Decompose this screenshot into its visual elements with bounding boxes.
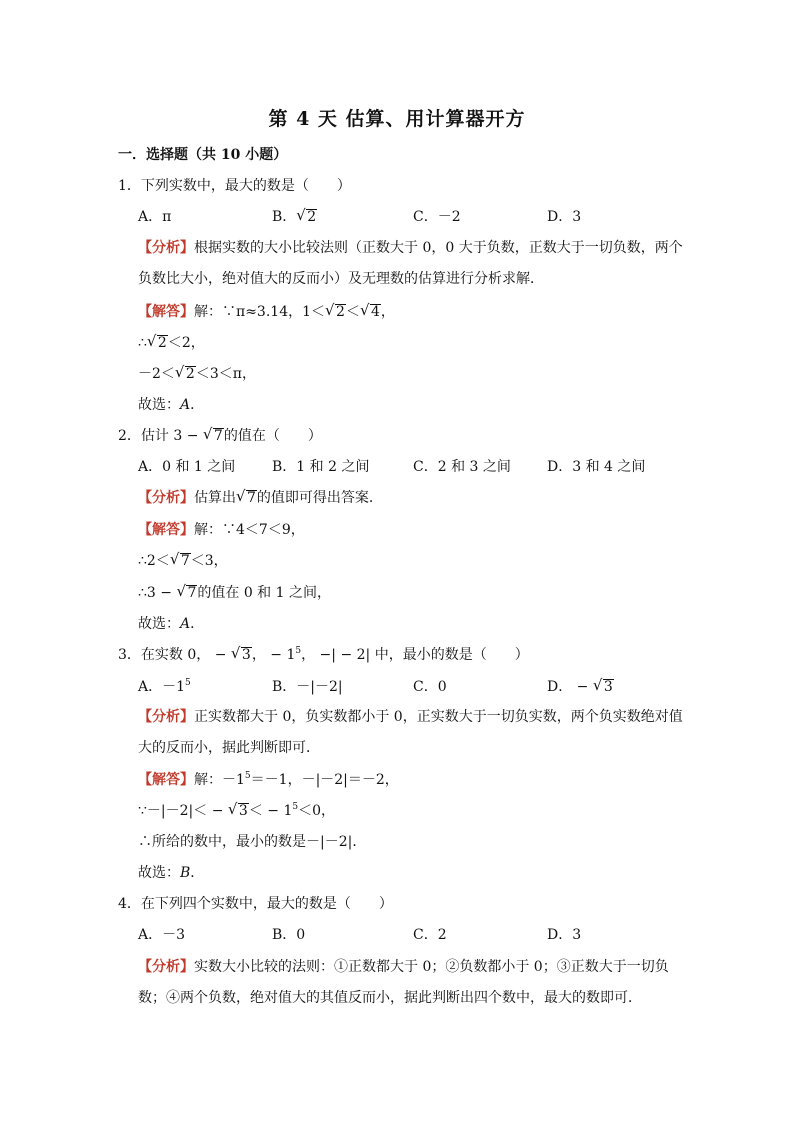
sqrt-sign: √ 2 (297, 208, 317, 226)
option-d: D． − √ 3 (547, 678, 614, 696)
answer-choice: 故选：B． (138, 865, 205, 881)
analysis-line: 【分析】根据实数的大小比较法则（正数大于 0，0 大于负数，正数大于一切负数，两个 (138, 240, 683, 256)
analysis-tag: 【分析】 (138, 240, 194, 256)
sqrt-sign: √ 7 (177, 584, 197, 602)
answer-line: 【解答】解：∵π≈3.14，1＜√ 2＜√ 4， (138, 303, 395, 321)
sqrt-sign: √ 3 (232, 646, 252, 664)
option-b: B．0 (272, 927, 306, 943)
page-title: 第 4 天 估算、用计算器开方 (268, 108, 526, 130)
answer-line: －2＜√ 2＜3＜π， (138, 365, 256, 383)
analysis-line: 【分析】估算出√ 7的值即可得出答案． (138, 489, 383, 507)
analysis-line: 负数比大小，绝对值大的反而小）及无理数的估算进行分析求解． (138, 271, 544, 287)
section-heading: 一．选择题（共 10 小题） (118, 147, 288, 163)
analysis-line: 【分析】实数大小比较的法则：①正数都大于 0；②负数都小于 0；③正数大于一切负 (138, 959, 669, 975)
option-a: A．0 和 1 之间 (138, 459, 236, 475)
answer-choice: 故选：A． (138, 397, 205, 413)
question-stem: 3．在实数 0， − √ 3， − $1^5$， −| − 2| 中，最小的数是（ ） (118, 646, 529, 664)
option-c: C．－2 (413, 209, 461, 225)
sqrt-sign: √ 7 (171, 552, 191, 570)
answer-line: ∵－|－2|＜ − √ $3< - 1^5<0$， (138, 802, 335, 820)
option-b: B．－|－2| (272, 679, 343, 695)
analysis-line: 大的反而小，据此判断即可． (138, 740, 320, 756)
sqrt-sign: √ 4 (361, 303, 381, 321)
option-b: B．1 和 2 之间 (272, 459, 370, 475)
sqrt-sign: √ 2 (326, 303, 346, 321)
analysis-tag: 【分析】 (138, 709, 194, 725)
answer-tag: 【解答】 (138, 522, 194, 538)
analysis-tag: 【分析】 (138, 490, 194, 506)
option-d: D．3 (547, 209, 582, 225)
analysis-line: 【分析】正实数都大于 0，负实数都小于 0，正实数大于一切负实数，两个负实数绝对值 (138, 709, 683, 725)
sqrt-sign: √ 2 (148, 334, 168, 352)
question-stem: 4．在下列四个实数中，最大的数是（ ） (118, 896, 393, 912)
option-c: C．2 和 3 之间 (413, 459, 511, 475)
sqrt-sign: √ 7 (204, 427, 224, 445)
answer-line: 【解答】解：$-1^5=-1$，－|－2|＝－2， (138, 771, 399, 788)
answer-line: ∴所给的数中，最小的数是－|－2|． (138, 834, 367, 850)
question-stem: 2．估计 3 − √ 7的值在（ ） (118, 427, 322, 445)
option-d: D．3 (547, 927, 582, 943)
sqrt-sign: √ 3 (594, 678, 614, 696)
option-a: A．π (138, 209, 172, 225)
option-c: C．2 (413, 927, 447, 943)
answer-choice: 故选：A． (138, 616, 205, 632)
option-a: A．－3 (138, 927, 186, 943)
option-c: C．0 (413, 679, 447, 695)
sqrt-sign: √ 2 (176, 365, 196, 383)
option-b: B．√ 2 (272, 208, 317, 226)
answer-line: 【解答】解：∵4＜7＜9， (138, 522, 305, 538)
analysis-line: 数；④两个负数，绝对值大的其值反而小，据此判断出四个数中，最大的数即可． (138, 990, 642, 1006)
option-a: A．$-1^5$ (138, 678, 191, 695)
question-stem: 1．下列实数中，最大的数是（ ） (118, 178, 351, 194)
answer-line: ∴3 − √ 7的值在 0 和 1 之间， (138, 584, 331, 602)
analysis-tag: 【分析】 (138, 959, 194, 975)
sqrt-sign: √ 3 (229, 802, 249, 820)
option-d: D．3 和 4 之间 (547, 459, 646, 475)
answer-tag: 【解答】 (138, 772, 194, 788)
answer-line: ∴2＜√ 7＜3， (138, 552, 228, 570)
sqrt-sign: √ 7 (237, 489, 257, 507)
answer-tag: 【解答】 (138, 304, 194, 320)
answer-line: ∴√ 2＜2， (138, 334, 205, 352)
